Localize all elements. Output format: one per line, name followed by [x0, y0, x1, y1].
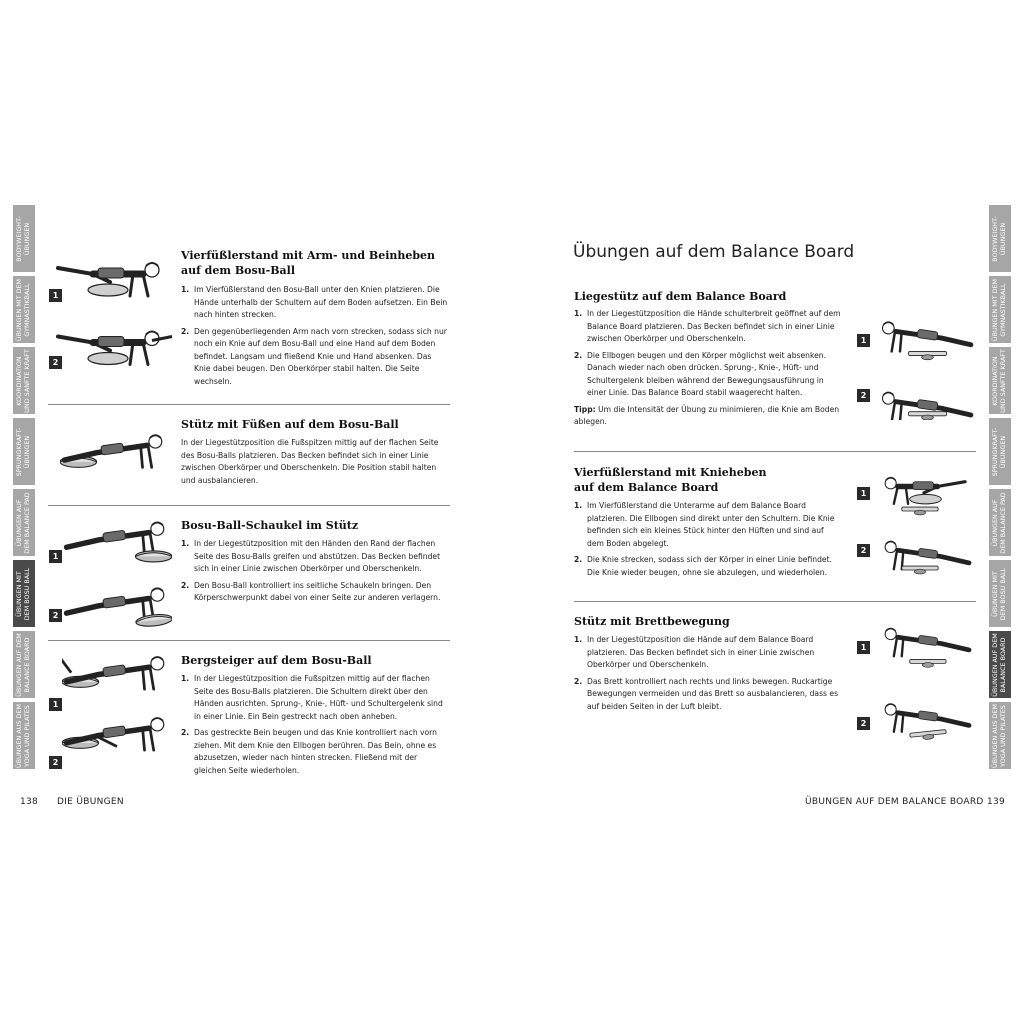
figure-step-badge: 2	[857, 389, 870, 402]
exercise-figure-1	[48, 256, 173, 306]
side-tab: ÜBUNGEN MIT DEM BOSU BALL	[989, 560, 1011, 627]
figure-step-badge: 2	[49, 756, 62, 769]
figure-step-badge: 1	[857, 334, 870, 347]
step-item: 1. Im Vierfüßlerstand den Bosu-Ball unter den Knien platzieren. Die Hände unterhalb der Schultern auf dem Boden aufsetzen. Ein Bein nach hinten strecken.	[181, 285, 448, 319]
right-side-tabs	[989, 205, 1011, 773]
side-tab: SPRUNGKRAFT- ÜBUNGEN	[989, 418, 1011, 485]
side-tab: ÜBUNGEN AUF DEM BALANCE PAD	[13, 489, 35, 556]
step-item: 2. Die Knie strecken, sodass sich der Körper in einer Linie befindet. Die Knie wieder beugen, ohne sie abzulegen, und wiederholen.	[574, 555, 832, 577]
exercise-figure-1	[62, 652, 172, 697]
exercise-steps	[574, 634, 842, 717]
step-item: 1. In der Liegestützposition die Fußspitzen mittig auf der flachen Seite des Bosu-Balls platzieren. Die Schultern direkt über den Händen ausrichten. Sprung-, Knie-, Hüft- und Schultergelenk sind in einer Linie. Ein Bein gestreckt nach oben anheben.	[181, 674, 443, 721]
step-item: 2. Das gestreckte Bein beugen und das Knie kontrolliert nach vorn ziehen. Mit dem Knie den Ellbogen berühren. Das Bein, ohne es abzusetzen, wieder nach hinten strecken. Fließend mit der gleichen Seite wiederholen.	[181, 728, 437, 775]
side-tab-active: ÜBUNGEN MIT DEM BOSU BALL	[13, 560, 35, 627]
exercise-title: Stütz mit Brettbewegung	[574, 615, 730, 628]
exercise-title: Bergsteiger auf dem Bosu-Ball	[181, 654, 372, 667]
side-tab: BODYWEIGHT- ÜBUNGEN	[989, 205, 1011, 272]
running-head: DIE ÜBUNGEN	[57, 797, 124, 807]
exercise-figure-1	[62, 514, 172, 564]
figure-step-badge: 1	[857, 641, 870, 654]
page-number: 138	[20, 797, 39, 807]
side-tab-active: ÜBUNGEN AUF DEM BALANCE BOARD	[989, 631, 1011, 698]
side-tab: ÜBUNGEN AUS DEM YOGA UND PILATES	[13, 702, 35, 769]
exercise-figure-1	[875, 310, 975, 362]
side-tab: BODYWEIGHT- ÜBUNGEN	[13, 205, 35, 272]
exercise-title: Stütz mit Füßen auf dem Bosu-Ball	[181, 418, 399, 431]
figure-step-badge: 2	[857, 544, 870, 557]
exercise-figure-2	[878, 690, 973, 745]
section-title: Übungen auf dem Balance Board	[573, 242, 855, 262]
step-item: 1. In der Liegestützposition die Hände auf dem Balance Board platzieren. Das Becken befindet sich in einer Linie zwischen Oberkörper und Oberschenkeln.	[574, 635, 815, 669]
exercise-figure-2	[878, 530, 973, 576]
step-item: 1. In der Liegestützposition die Hände schulterbreit geöffnet auf dem Balance Board platzieren. Das Becken befindet sich in einer Linie zwischen Oberkörper und Oberschenkeln.	[574, 309, 841, 343]
side-tab: KOORDINATION UND SANFTE KRAFT	[989, 347, 1011, 414]
step-item: 2. Den gegenüberliegenden Arm nach vorn strecken, sodass sich nur noch ein Knie auf dem Bosu-Ball und eine Hand auf dem Boden befindet. Langsam und fließend Knie und Hand absenken. Das Knie dabei beugen. Den Oberkörper stabil halten. Die Seite wechseln.	[181, 326, 447, 386]
figure-step-badge: 1	[857, 487, 870, 500]
exercise-figure-2	[875, 380, 975, 420]
step-item: 2. Den Bosu-Ball kontrolliert ins seitliche Schaukeln bringen. Den Körperschwerpunkt dabei von einer Seite zur anderen verlagern.	[181, 580, 441, 602]
exercise-figure-1	[878, 470, 973, 518]
step-item: 2. Das Brett kontrolliert nach rechts und links bewegen. Ruckartige Bewegungen vermeiden und das Brett so ausbalancieren, dass es auf beiden Seiten in der Luft bleibt.	[574, 676, 839, 711]
exercise-steps	[181, 673, 449, 781]
divider	[48, 404, 450, 405]
divider	[48, 640, 450, 641]
exercise-steps	[574, 308, 842, 429]
left-side-tabs	[13, 205, 35, 773]
exercise-title: Vierfüßlerstand mit Arm- und Beinheben auf dem Bosu-Ball	[181, 249, 436, 277]
side-tab: ÜBUNGEN MIT DEM GYMNASTIKBALL	[989, 276, 1011, 343]
tip: Tipp: Um die Intensität der Übung zu minimieren, die Knie am Boden ablegen.	[574, 404, 840, 426]
divider	[48, 505, 450, 506]
exercise-figure-2	[48, 322, 173, 377]
exercise-figure-2	[62, 576, 172, 631]
exercise-title: Bosu-Ball-Schaukel im Stütz	[181, 519, 359, 532]
exercise-figure-2	[62, 713, 172, 758]
step-item: 1. Im Vierfüßlerstand die Unterarme auf dem Balance Board platzieren. Die Ellbogen sind direkt unter den Schultern. Die Knie befinden sich ein kleines Stück hinter den Hüften und sind auf dem Boden abgelegt.	[574, 501, 835, 548]
exercise-title: Vierfüßlerstand mit Knieheben auf dem Balance Board	[574, 466, 767, 494]
exercise-paragraph: In der Liegestützposition die Fußspitzen mittig auf der flachen Seite des Bosu-Balls platzieren. Das Becken befindet sich in einer Linie zwischen Oberkörper und Oberschenkeln. Die Position stabil halten und ausbalancieren.	[181, 438, 439, 485]
side-tab: ÜBUNGEN MIT DEM GYMNASTIKBALL	[13, 276, 35, 343]
figure-step-badge: 1	[49, 550, 62, 563]
exercise-figure	[60, 432, 170, 477]
side-tab: ÜBUNGEN AUF DEM BALANCE BOARD	[13, 631, 35, 698]
exercise-steps	[574, 500, 842, 583]
step-item: 2. Die Ellbogen beugen und den Körper möglichst weit absenken. Danach wieder nach oben drücken. Sprung-, Knie-, Hüft- und Schultergelenk bleiben während der Bewegungsausführung in einer Linie. Das Balance Board stabil waagerecht halten.	[574, 350, 826, 397]
exercise-steps	[181, 284, 449, 392]
side-tab: ÜBUNGEN AUF DEM BALANCE PAD	[989, 489, 1011, 556]
divider	[574, 601, 976, 602]
side-tab: ÜBUNGEN AUS DEM YOGA UND PILATES	[989, 702, 1011, 769]
figure-step-badge: 2	[857, 717, 870, 730]
divider	[574, 451, 976, 452]
step-item: 1. In der Liegestützposition mit den Händen den Rand der flachen Seite des Bosu-Balls greifen und abstützen. Das Becken befindet sich in einer Linie zwischen Oberkörper und Oberschenkeln.	[181, 539, 441, 573]
exercise-title: Liegestütz auf dem Balance Board	[574, 290, 787, 303]
figure-step-badge: 1	[49, 289, 62, 302]
figure-step-badge: 2	[49, 356, 62, 369]
page-number: 139	[987, 797, 1006, 807]
side-tab: KOORDINATION UND SANFTE KRAFT	[13, 347, 35, 414]
figure-step-badge: 2	[49, 609, 62, 622]
exercise-figure-1	[878, 612, 973, 672]
running-head: ÜBUNGEN AUF DEM BALANCE BOARD	[805, 797, 984, 807]
exercise-steps	[181, 538, 449, 609]
figure-step-badge: 1	[49, 698, 62, 711]
side-tab: SPRUNGKRAFT- ÜBUNGEN	[13, 418, 35, 485]
